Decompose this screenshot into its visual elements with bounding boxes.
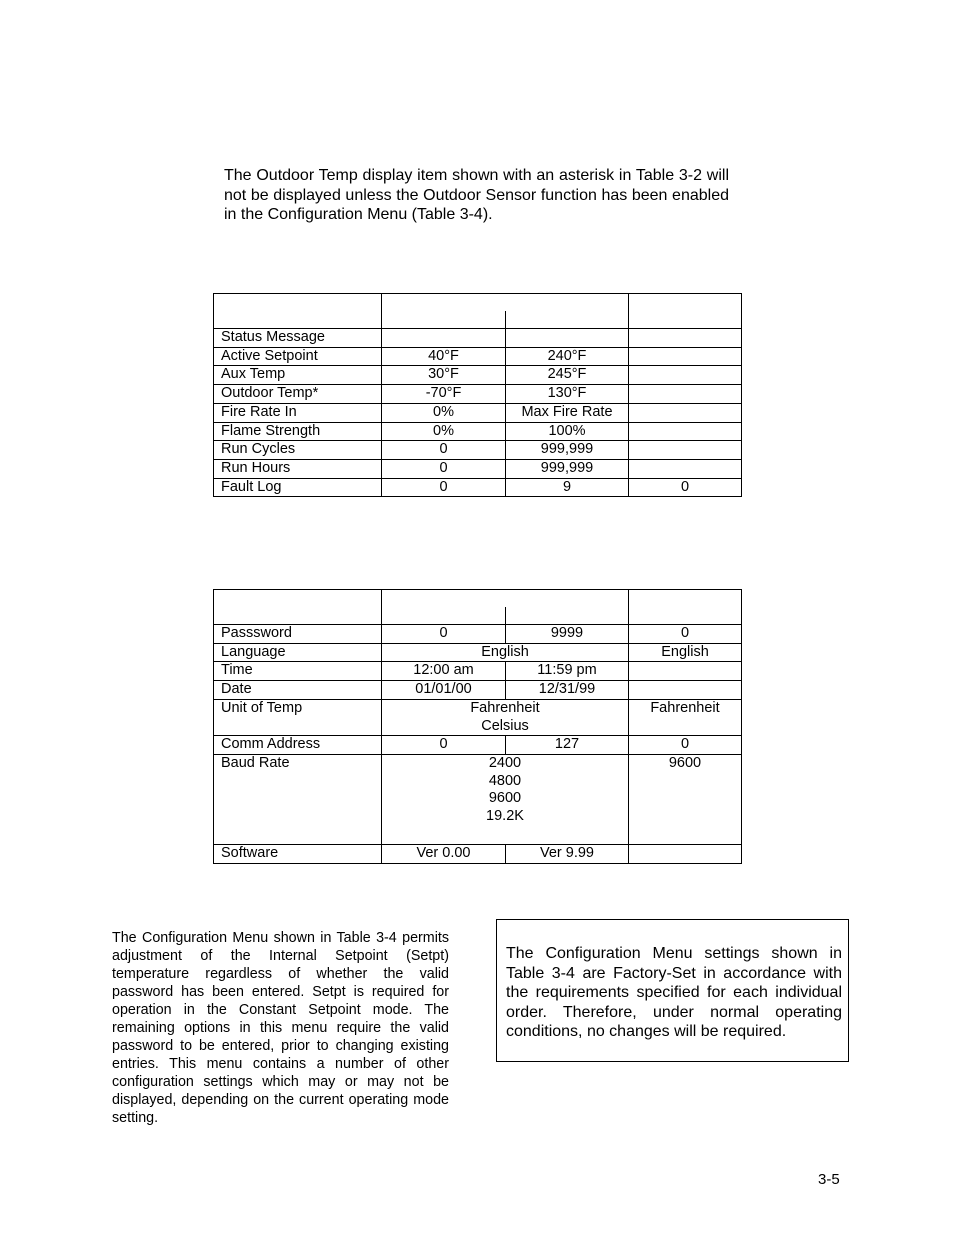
table-row: Passsword 0 9999 0 [214,625,742,644]
table-row: Time 12:00 am 11:59 pm [214,662,742,681]
table-subheader-row [214,607,742,625]
display-menu-body [214,329,742,497]
note-box [496,919,849,1062]
page-number: 3-5 [818,1171,840,1188]
table-row: Status Message [214,329,742,348]
baud-option: 19.2K [486,808,524,825]
table-header-row [214,294,742,312]
table-row: Active Setpoint 40°F 240°F [214,347,742,366]
table-row: Aux Temp 30°F 245°F [214,366,742,385]
table-row: Run Hours 0 999,999 [214,459,742,478]
unit-option-fahrenheit: Fahrenheit [470,699,540,716]
baud-option: 4800 [488,772,522,789]
table-row: Unit of Temp Fahrenheit Celsius Fahrenheit [214,699,742,735]
configuration-menu-table [213,589,742,864]
table-row: Run Cycles 0 999,999 [214,441,742,460]
table-row: Date 01/01/00 12/31/99 [214,681,742,700]
table-row: Fire Rate In 0% Max Fire Rate [214,403,742,422]
table-row: Outdoor Temp* -70°F 130°F [214,385,742,404]
configuration-description: The Configuration Menu shown in Table 3-4 permits adjustment of the Internal Setpoint (Setpt) temperature regardless of whether the valid password has been entered. Setpt is required for operation in the Constant Setpoint mode. The remaining options in this menu require the valid password to be entered, prior to changing existing entries. This menu contains a number of other configuration settings which may or may not be displayed, depending on the current operating mode setting. [112,930,449,1126]
note-box-text: The Configuration Menu settings shown in Table 3-4 are Factory-Set in accordance with the requirements specified for each individual order. Therefore, under normal operating conditions, no changes will be required. [506,945,842,1040]
unit-option-celsius: Celsius [481,717,529,734]
table-row: Comm Address 0 127 0 [214,736,742,755]
table-row: Flame Strength 0% 100% [214,422,742,441]
table-subheader-row [214,311,742,329]
table-row: Software Ver 0.00 Ver 9.99 [214,844,742,863]
note-paragraph: The Outdoor Temp display item shown with an asterisk in Table 3-2 will not be displayed unless the Outdoor Sensor function has been enabled in the Configuration Menu (Table 3-4). [224,167,729,223]
baud-option: 9600 [488,790,522,807]
table-row: Baud Rate 2400 4800 9600 19.2K 9600 [214,754,742,844]
table-header-row [214,590,742,608]
table-row: Fault Log 0 9 0 [214,478,742,497]
baud-option: 2400 [488,754,522,771]
display-menu-table [213,293,742,497]
table-row: Language English English [214,643,742,662]
